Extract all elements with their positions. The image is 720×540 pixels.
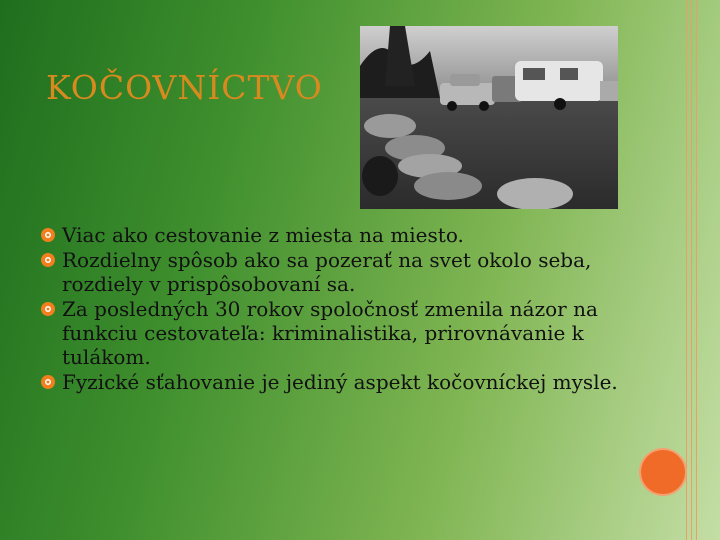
gear-flower-bullet-icon	[40, 252, 56, 268]
right-border-line	[686, 0, 687, 540]
bullet-text: Za posledných 30 rokov spoločnosť zmenila názor na funkciu cestovateľa: kriminalistika, prirovnávanie k tulákom.	[62, 297, 598, 369]
bullet-text: Viac ako cestovanie z miesta na miesto.	[62, 223, 464, 247]
list-item	[40, 297, 640, 369]
gear-flower-bullet-icon	[40, 374, 56, 390]
decorative-orange-circle	[641, 450, 685, 494]
right-border-line	[696, 0, 697, 540]
campsite-photo-illustration	[360, 26, 618, 209]
list-item	[40, 223, 640, 247]
gear-flower-bullet-icon	[40, 227, 56, 243]
right-border-line	[691, 0, 692, 540]
list-item	[40, 248, 640, 296]
slide-title: KOČOVNÍCTVO	[46, 68, 323, 107]
bullet-text: Fyzické sťahovanie je jediný aspekt kočovníckej mysle.	[62, 370, 618, 394]
list-item	[40, 370, 640, 394]
bullet-text: Rozdielny spôsob ako sa pozerať na svet okolo seba, rozdiely v prispôsobovaní sa.	[62, 248, 592, 296]
campsite-photo	[360, 26, 618, 209]
gear-flower-bullet-icon	[40, 301, 56, 317]
bullet-list	[40, 223, 640, 395]
